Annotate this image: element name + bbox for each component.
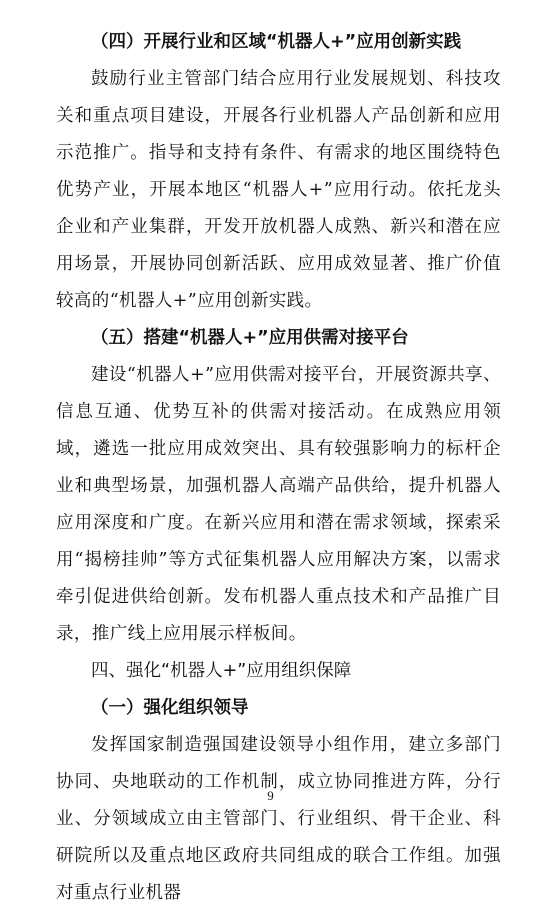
heading-section-4-sub-4: （四）开展行业和区域“机器人+”应用创新实践: [91, 32, 462, 52]
page-number: 9: [267, 788, 274, 803]
paragraph-organization-leadership: 发挥国家制造强国建设领导小组作用，建立多部门协同、央地联动的工作机制，成立协同推进方阵，分行业、分领域成立由主管部门、行业组织、骨干企业、科研院所以及重点地区政府共同组成的联合工作组。加强对重点行业机器: [56, 735, 501, 903]
paragraph-innovation-practice: 鼓励行业主管部门结合应用行业发展规划、科技攻关和重点项目建设，开展各行业机器人产品创新和应用示范推广。指导和支持有条件、有需求的地区围绕特色优势产业，开展本地区“机器人+”应用行动。依托龙头企业和产业集群，开发开放机器人成熟、新兴和潜在应用场景，开展协同创新活跃、应用成效显著、推广价值较高的“机器人+”应用创新实践。: [56, 69, 501, 311]
heading-chapter-4: 四、强化“机器人+”应用组织保障: [91, 661, 352, 681]
heading-organization-leadership: （一）强化组织领导: [91, 698, 249, 718]
paragraph-supply-demand-platform: 建设“机器人+”应用供需对接平台，开展资源共享、信息互通、优势互补的供需对接活动。在成熟应用领域，遴选一批应用成效突出、具有较强影响力的标杆企业和典型场景，加强机器人高端产品供给，提升机器人应用深度和广度。在新兴应用和潜在需求领域，探索采用“揭榜挂帅”等方式征集机器人应用解决方案，以需求牵引促进供给创新。发布机器人重点技术和产品推广目录，推广线上应用展示样板间。: [56, 365, 501, 644]
document-body: [56, 24, 501, 912]
heading-section-4-sub-5: （五）搭建“机器人+”应用供需对接平台: [91, 328, 409, 348]
